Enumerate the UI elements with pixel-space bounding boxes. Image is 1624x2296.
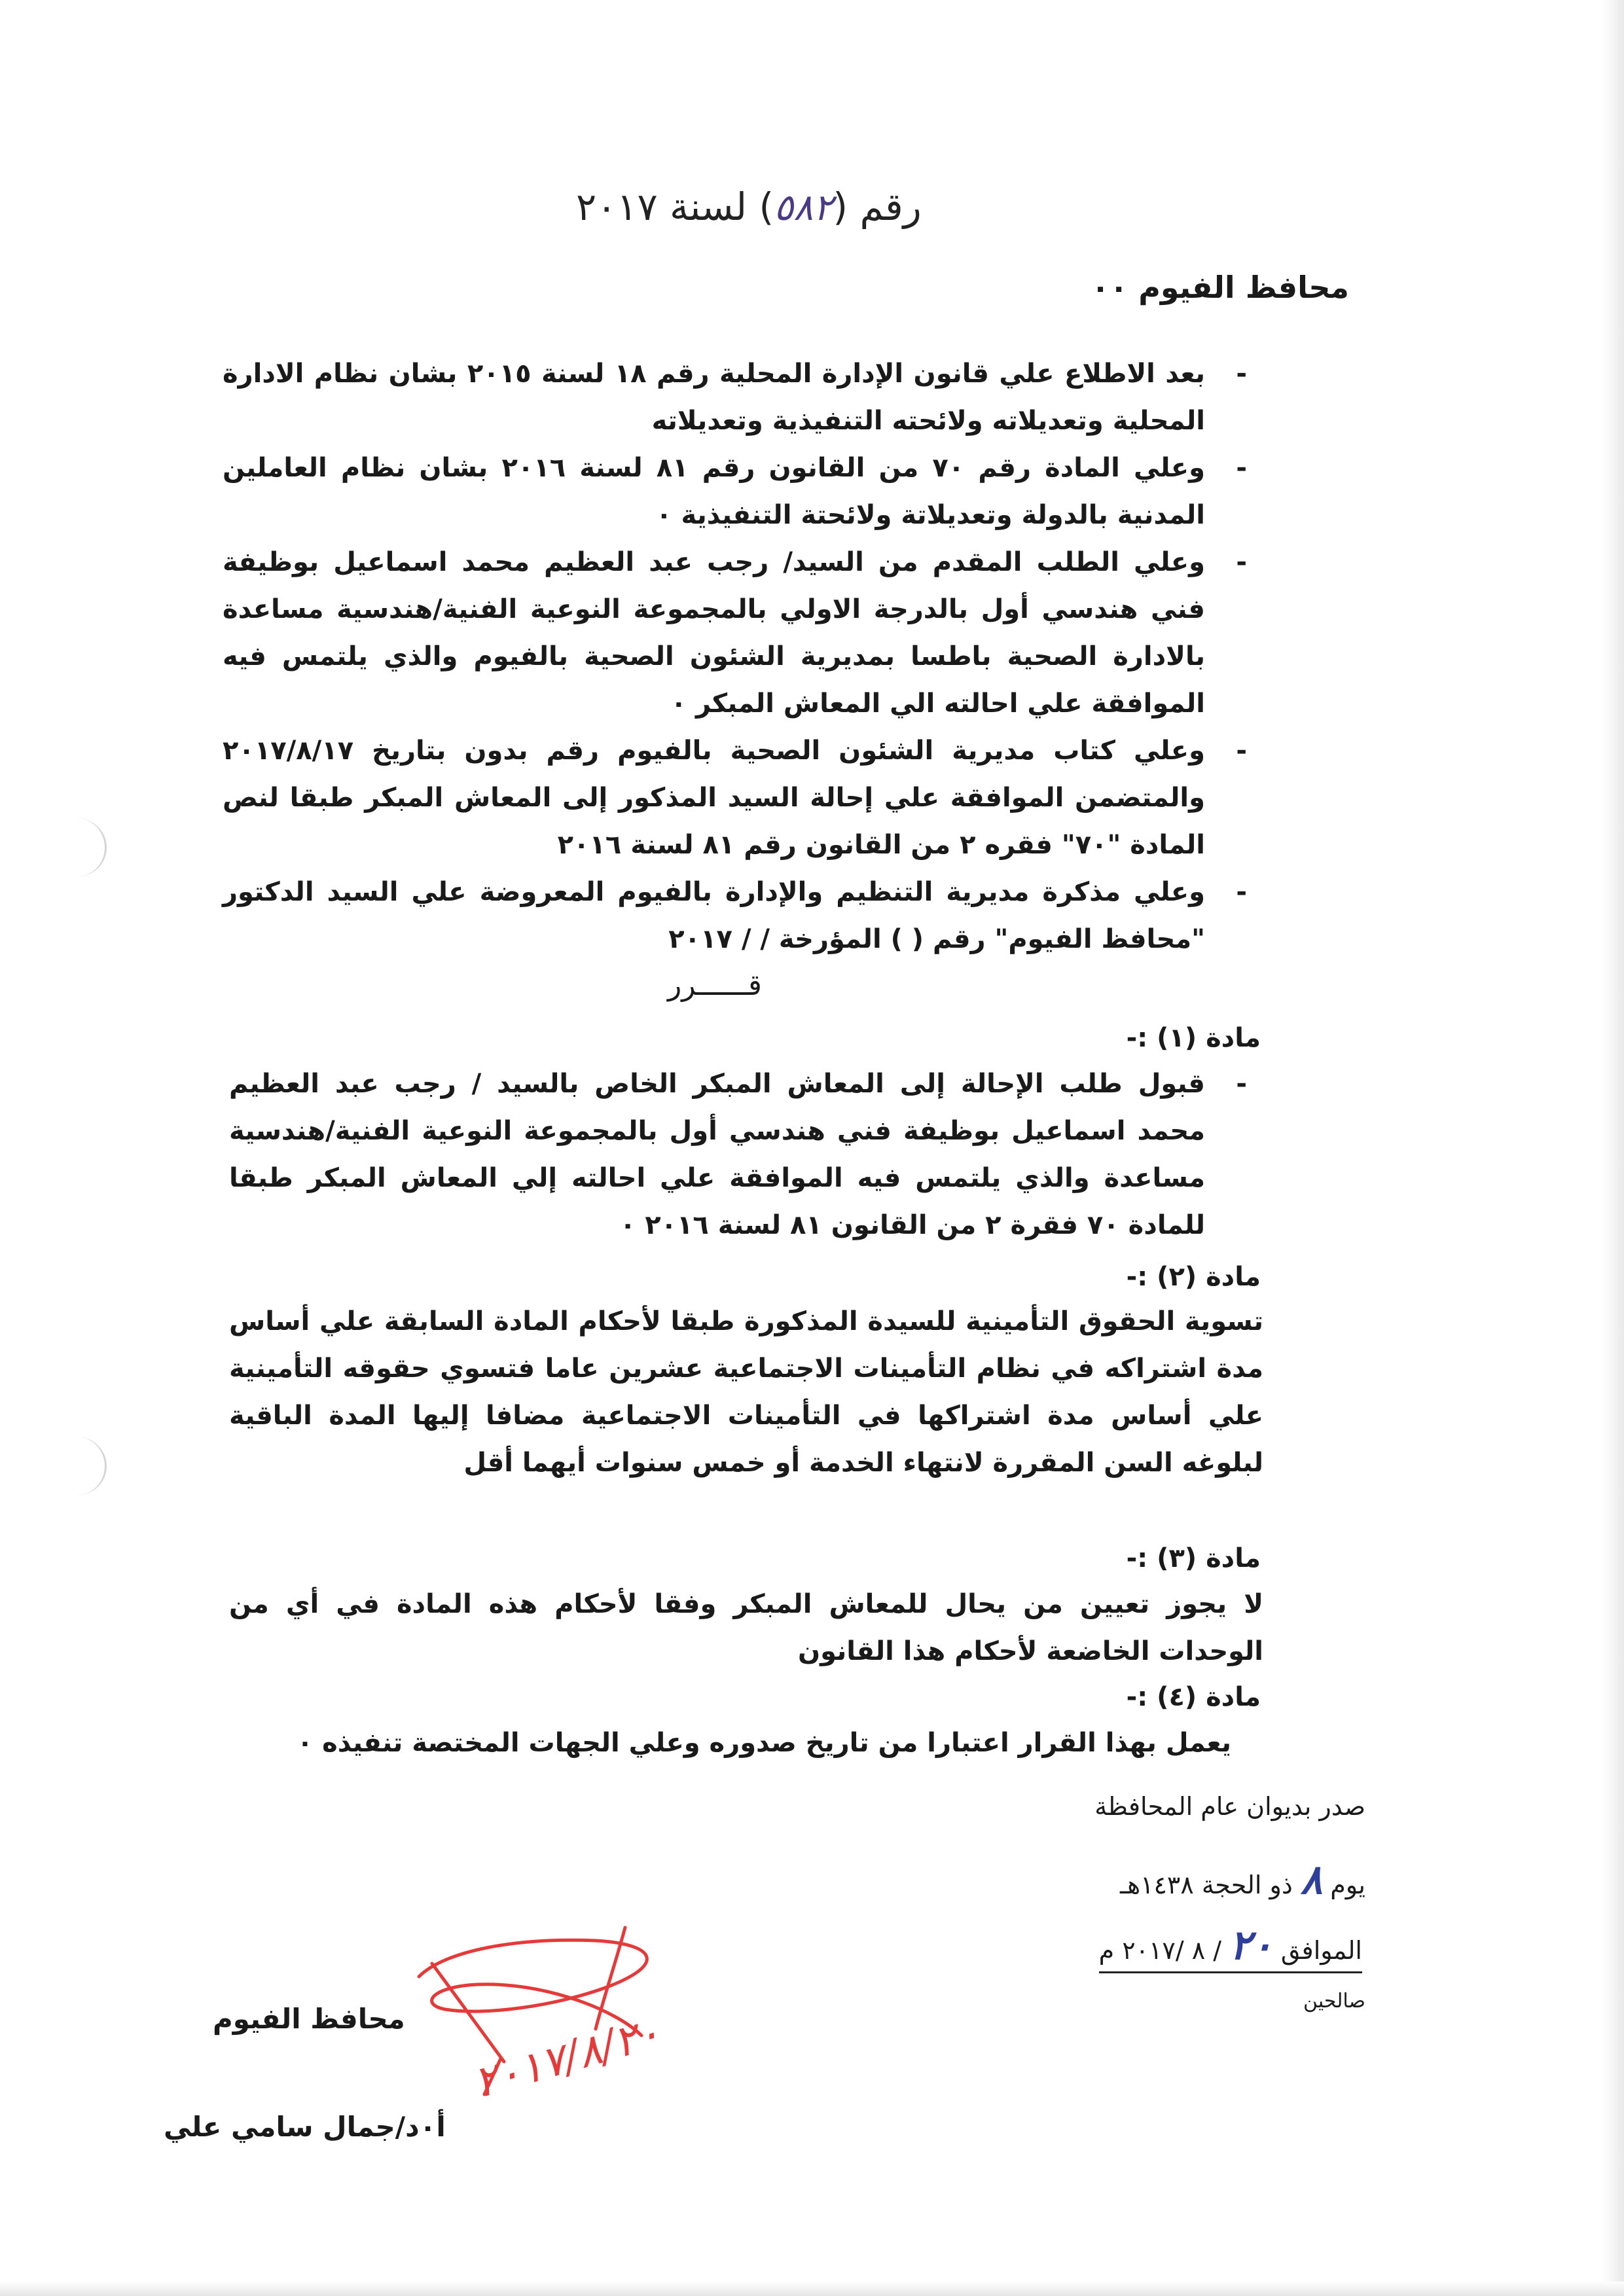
bullet-dash: - [1236,359,1247,389]
scan-edge-right [1599,0,1624,2296]
article-2-heading: مادة (٢) :- [1126,1262,1261,1292]
decree-title: رقم (٥٨٢) لسنة ٢٠١٧ [576,185,922,229]
article-1-heading: مادة (١) :- [1126,1023,1261,1053]
article-4-heading: مادة (٤) :- [1126,1682,1261,1712]
day-label: يوم [1330,1871,1365,1899]
article-3-heading: مادة (٣) :- [1126,1543,1261,1573]
preamble-item: - وعلي كتاب مديرية الشئون الصحية بالفيوم رقم بدون بتاريخ ٢٠١٧/٨/١٧ والمتضمن الموافقة علي إحالة السيد المذكور إلى المعاش المبكر طبقا لنص المادة "٧٠" فقره ٢ من القانون رقم ٨١ لسنة ٢٠١٦ [223,727,1247,869]
preamble-item: - وعلي الطلب المقدم من السيد/ رجب عبد العظيم محمد اسماعيل بوظيفة فني هندسي أول بالدرجة الاولي بالمجموعة النوعية الفنية/هندسية مساعدة بالادارة الصحية باطسا بمديرية الشئون الصحية بالفيوم والذي يلتمس فيه الموافقة علي احالته الي المعاش المبكر ٠ [223,539,1247,727]
hijri-month: ذو الحجة [1201,1871,1293,1899]
bullet-dash: - [1236,1069,1247,1099]
bullet-dash: - [1236,547,1247,577]
preamble-item: - بعد الاطلاع علي قانون الإدارة المحلية رقم ١٨ لسنة ٢٠١٥ بشان نظام الادارة المحلية وتعديلاته ولائحته التنفيذية وتعديلاته [223,350,1247,444]
gregorian-rest: / ٨ /٢٠١٧ م [1098,1936,1222,1965]
hijri-date [1120,1856,1365,1903]
preamble-list [223,350,1247,963]
bullet-dash: - [1236,877,1247,907]
punch-hole-top [46,818,107,877]
initials: صالحين [1303,1990,1365,2013]
scan-edge-bottom [0,2282,1624,2296]
bullet-dash: - [1236,453,1247,483]
gregorian-date [1099,1921,1362,1973]
article-1-text: - قبول طلب الإحالة إلى المعاش المبكر الخاص بالسيد / رجب عبد العظيم محمد اسماعيل بوظيفة فني هندسي أول بالمجموعة النوعية الفنية/هندسية مساعدة والذي يلتمس فيه الموافقة علي احالته إلي المعاش المبكر طبقا للمادة ٧٠ فقرة ٢ من القانون ٨١ لسنة ٢٠١٦ ٠ [229,1060,1247,1249]
signatory-name: أ٠د/جمال سامي علي [164,2111,446,2143]
preamble-item: - وعلي المادة رقم ٧٠ من القانون رقم ٨١ لسنة ٢٠١٦ بشان نظام العاملين المدنية بالدولة وتعديلاتة ولائحتة التنفيذية ٠ [223,444,1247,539]
article-1-body [229,1060,1247,1249]
decree-number-label: رقم [859,185,922,229]
bullet-dash: - [1236,736,1247,766]
article-4-text: يعمل بهذا القرار اعتبارا من تاريخ صدوره وعلي الجهات المختصة تنفيذه ٠ [297,1728,1231,1758]
punch-hole-bottom [46,1437,107,1496]
preamble-item: - وعلي مذكرة مديرية التنظيم والإدارة بالفيوم المعروضة علي السيد الدكتور "محافظ الفيوم" رقم ( ) المؤرخة / / ٢٠١٧ [223,869,1247,963]
gregorian-day-handwritten: ٢٠ [1229,1921,1273,1969]
day-handwritten: ٨ [1300,1856,1323,1903]
decree-year: لسنة ٢٠١٧ [576,185,748,229]
addressee-heading: محافظ الفيوم ٠٠ [1091,270,1349,305]
decree-number-handwritten: ٥٨٢ [774,187,833,229]
issued-at: صدر بديوان عام المحافظة [1094,1792,1365,1821]
article-3-text: لا يجوز تعيين من يحال للمعاش المبكر وفقا لأحكام هذه المادة في أي من الوحدات الخاضعة لأحكام هذا القانون [229,1589,1263,1666]
decision-heading: قــــــرر [668,969,762,1002]
handwritten-signature-date: ٢٠١٧/٨/٢٠ [468,2007,666,2108]
gregorian-label: الموافق [1280,1936,1362,1965]
article-2-text: تسوية الحقوق التأمينية للسيدة المذكورة طبقا لأحكام المادة السابقة علي أساس مدة اشتراكه في نظام التأمينات الاجتماعية عشرين عاما فتسوي حقوقه التأمينية علي أساس مدة اشتراكها في التأمينات الاجتماعية مضافا إليها المدة الباقية لبلوغه السن المقررة لانتهاء الخدمة أو خمس سنوات أيهما أقل [229,1306,1263,1478]
hijri-year: ١٤٣٨هـ [1119,1871,1194,1899]
signature-title: محافظ الفيوم [213,2003,405,2035]
